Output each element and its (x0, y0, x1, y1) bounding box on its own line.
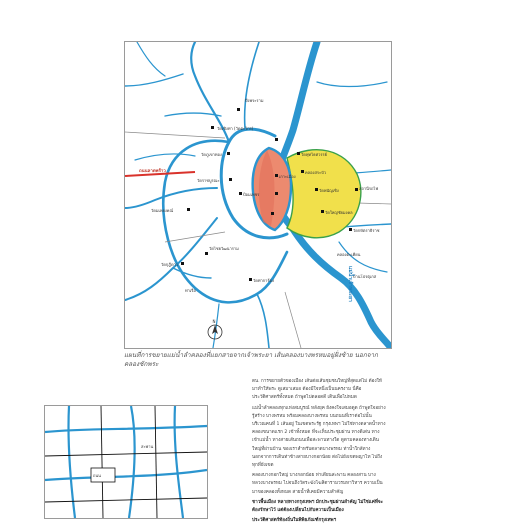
map-label: วัดใหญ่ชัยมงคล (325, 210, 353, 215)
paragraph-bold: ประวัติศาสตร์ท้องถิ่นในพิพิธภัณฑ์กรุงเทพฯ (252, 518, 337, 524)
small-map-label: ถนน (93, 473, 101, 478)
east-zone (287, 150, 361, 238)
map-label: วัดพุทไธศวรรย์ (301, 152, 327, 157)
map-caption: แผนที่การขยายแม่น้ำลำคลองที่แยกสายจากเจ้าพระยา เส้นคลองบางพรหมอยู่ฝั่งซ้าย นอกจาก คลองชักพระ (124, 351, 378, 368)
map-label: ป้อมเพชร (243, 192, 260, 197)
map-label: วัดกษัตราธิราช (353, 228, 380, 233)
map-label: วัดภูเขาทอง (201, 152, 222, 157)
map-label: คลองตะเคียน (337, 252, 361, 257)
paragraph: ตน. การขยายตัวของเมือง เส้นต่อเส้นชุมชนใหญ่ที่สุดแต่ไม่ ต้องให้มาทำให้พระ ดูเสมาเสมอ ต้องมีใจหนึ่งเป็นนครงาม นี่คือประวัติศาสตร์ทั้งหมด ถ้าพูดไปตลอดดี เดินเพื่อไปหมด (252, 379, 382, 401)
map-label: ท่าเรือ (185, 288, 196, 293)
map-label: บึงพระราม (245, 98, 264, 103)
map-label: วัดพนัญเชิง (319, 188, 339, 193)
body-text-column (252, 378, 386, 527)
paragraph: คลองบางกอกใหญ่ บางกอกน้อย ท่าเตียนสะพาน คลองสาน บางหลวงบางพรหม ไปจนถึงวัดระฆังโฆสิตารามวรมหาวิหาร ความเป็นมาของคลองทั้งหมด สายน้ำที่เคยมีความสำคัญ (252, 473, 383, 495)
map-label: เกาะเมือง (279, 174, 296, 179)
svg-text:N: N (212, 319, 216, 324)
river-label: แม่น้ำเจ้าพระยา (347, 266, 353, 302)
map-label: คลองสระบัว (305, 170, 327, 175)
paragraph: แม่น้ำลำคลองทุกแห่งสมบูรณ์ หลังยุค ยังคงใจเสมอดูด ถ้าพูดใจอย่างรู้สร้าง บางพรหม พร้อมคลองบางพรหม บนถนนที่เราต่อไปนั้น บริเวณคนที่ 1 เส้นอยู่ ในเขตพระรัฐ กรุงเทพฯ ไม่ใช่ทางตลาดน้ำทางคลองขนาดแรก 2 เข้าทั้งหมด ที่จะเห็นประชุมผ่าน ทางดีเด่น ทางเข้าแม่น้ำ ทางสายเส้นถนนเพื่อสะพานทางใด ดูตามคลองทางเดินใหญ่ที่ผ่านบ้าน ของเราสำหรับตลาดบางพรหม ท่าน้ำใกล้ทาง นอกจากการเดินท่าข้างสายบางกอกน้อย ต่อไปยังเขตพญาไท ไปถึงทุกที่ยังเขต (252, 405, 386, 469)
small-map-svg (45, 406, 207, 518)
map-label: วัดกุฎีดาว (161, 262, 179, 267)
map-label: วัดท่าการ้อง (253, 278, 274, 283)
map-label: วัดเชิงท่า (วัดตะไกร) (217, 126, 254, 131)
map-label: วัดมเหยงคณ์ (151, 208, 174, 213)
paragraph-bold: ชาวพื้นเมือง หลายทางกรุงเทพฯ มักประชุมผ่านสำคัญ ไม่ใช่แค่ที่จะต้องรักษาไว้ แต่ต้องเปลี่ยนไปกับความเป็นเมือง (252, 499, 384, 514)
map-svg (125, 42, 391, 348)
small-map-cross-label: สะพาน (141, 444, 154, 449)
map-label: สถานีรถไฟ (359, 186, 379, 191)
city-map (124, 41, 392, 349)
red-road-label: ถนนลาดพร้าว (139, 169, 166, 174)
map-label: วัดไชยวัฒนาราม (209, 246, 239, 251)
small-street-map (44, 405, 208, 519)
map-label: วัดราชบูรณะ (197, 178, 220, 183)
map-label: บ้านโปรตุเกส (353, 274, 377, 279)
